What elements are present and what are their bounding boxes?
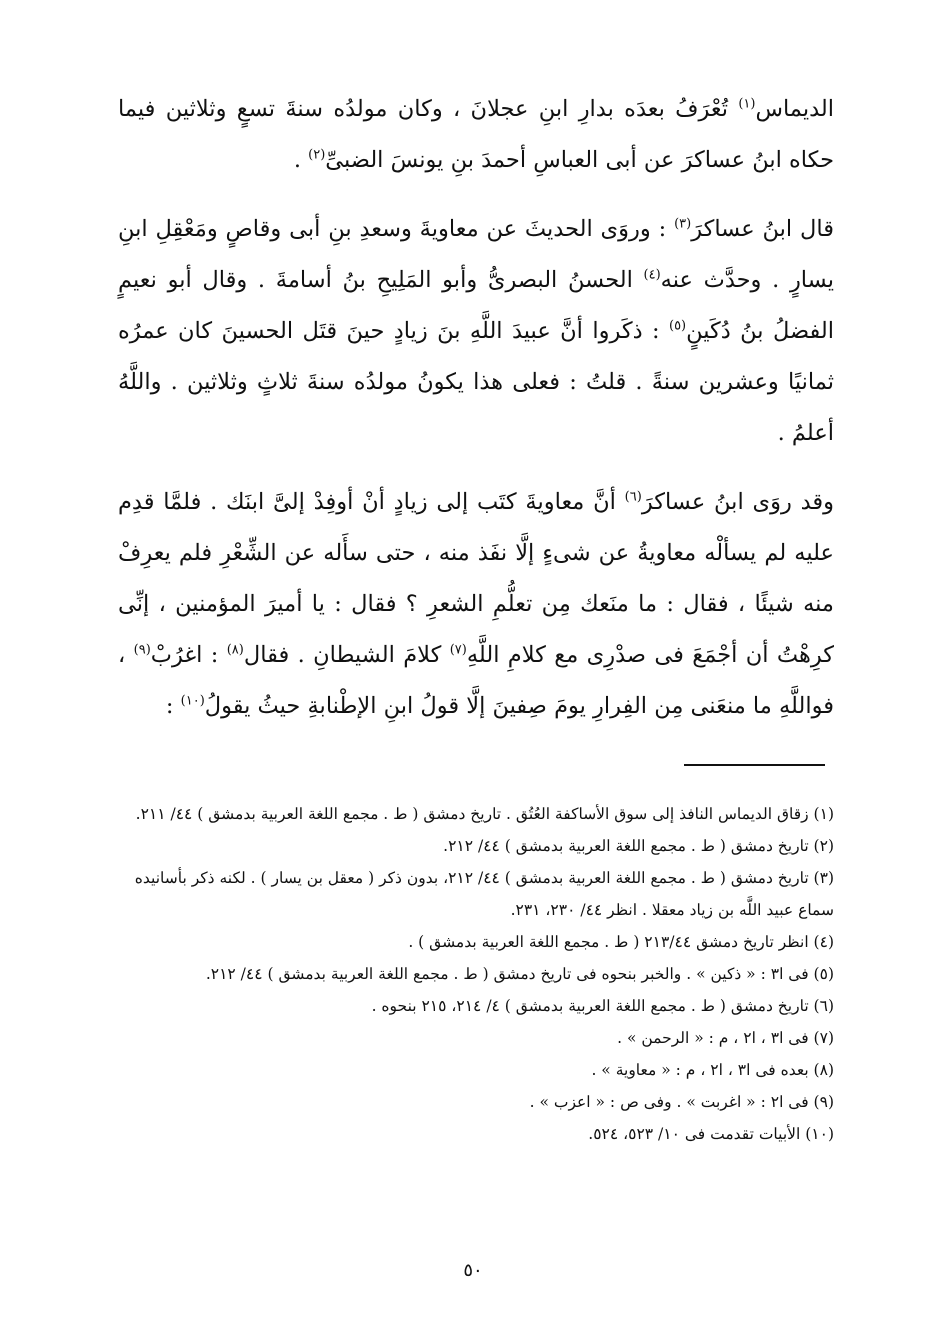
main-text xyxy=(118,84,834,732)
footnote-reference: (٦) xyxy=(624,489,642,505)
footnote-reference: (١٠) xyxy=(180,693,205,709)
text-run: : وروَى الحديثَ عن معاويةَ وسعدِ بنِ أبى وقاصٍ ومَعْقِلِ ابنِ يسارٍ . وحدَّث عنه xyxy=(118,216,834,293)
footnote: (٣) تاريخ دمشق ( ط . مجمع اللغة العربية بدمشق ) ٤٤/ ٢١٢، بدون ذكر ( معقل بن يسار ) . لكنه ذكر بأسانيده سماع عبيد اللَّه بن زياد معقلا . انظر ٤٤/ ٢٣٠، ٢٣١. xyxy=(134,869,834,919)
footnote-reference: (٩) xyxy=(133,642,151,658)
footnote-reference: (١) xyxy=(738,96,756,112)
text-run: كلامَ الشيطانِ . فقال xyxy=(243,642,450,668)
footnotes xyxy=(118,798,834,1150)
footnote: (٩) فى ا٢ : « اغربت » . وفى ص : « اعزب » . xyxy=(529,1093,834,1111)
footnote: (٧) فى ا٣ ، ا٢ ، م : « الرحمن » . xyxy=(617,1029,834,1047)
text-run: قال ابنُ عساكرَ xyxy=(691,216,834,242)
footnote: (١٠) الأبيات تقدمت فى ١٠/ ٥٢٣، ٥٢٤. xyxy=(588,1125,834,1143)
footnote: (١) زقاق الديماس النافذ إلى سوق الأساكفة العُتُق . تاريخ دمشق ( ط . مجمع اللغة العربية بدمشق ) ٤٤/ ٢١١. xyxy=(135,805,834,823)
text-run: وقد روَى ابنُ عساكرَ xyxy=(641,489,834,515)
footnote-reference: (٧) xyxy=(449,642,467,658)
footnote-reference: (٥) xyxy=(668,318,687,334)
paragraph xyxy=(118,204,834,459)
paragraph xyxy=(118,477,834,732)
text-run: : ذكَروا أنَّ عبيدَ اللَّهِ بنَ زيادٍ حينَ قتَل الحسينَ كان عمرُه ثمانيًا وعشرين سنةً . قلتُ : فعلى هذا يكونُ مولدُه سنةَ ثلاثٍ وثلاثين . واللَّهُ أعلمُ . xyxy=(118,318,834,446)
text-run: : اغرُبْ xyxy=(150,642,227,668)
text-run: أنَّ معاويةَ كتَب إلى زيادٍ أنْ أوفِدْ إلىَّ ابنَك . فلمَّا قدِم عليه لم يسألْه معاويةُ عن شىءٍ إلَّا نفَذ منه ، حتى سأَله عن الشِّعْرِ فلم يعرِفْ منه شيئًا ، فقال : ما منَعك مِن تعلُّمِ الشعرِ ؟ فقال : يا أميرَ المؤمنين ، إنِّى كرِهْتُ أن أجْمَعَ فى صدْرِى مع كلامِ اللَّهِ xyxy=(118,489,835,668)
text-run: ، فواللَّهِ ما منعَنى مِن الفِرارِ يومَ صِفينَ إلَّا قولُ ابنِ الإطْنابةِ حيثُ يقولُ xyxy=(118,642,834,719)
footnote-reference: (٢) xyxy=(308,147,326,163)
footnote-reference: (٣) xyxy=(674,216,692,232)
footnote-separator xyxy=(684,764,825,766)
text-run: الحسنُ البصرىُّ وأبو المَلِيحِ بنُ أسامةَ . وقال أبو نعيمٍ الفضلُ بنُ دُكَينٍ xyxy=(118,267,834,344)
footnote: (٢) تاريخ دمشق ( ط . مجمع اللغة العربية بدمشق ) ٤٤/ ٢١٢. xyxy=(443,837,834,855)
footnote: (٨) بعده فى ا٣ ، ا٢ ، م : « معاوية » . xyxy=(591,1061,834,1079)
text-run: : xyxy=(165,693,181,719)
footnote: (٦) تاريخ دمشق ( ط . مجمع اللغة العربية بدمشق ) ٤/ ٢١٤، ٢١٥ بنحوه . xyxy=(371,997,834,1015)
page-number: ٥٠ xyxy=(463,1260,483,1281)
footnote-reference: (٨) xyxy=(226,642,244,658)
paragraph xyxy=(118,84,834,186)
footnote-reference: (٤) xyxy=(643,267,661,283)
text-run: الديماس xyxy=(755,96,834,122)
footnote: (٤) انظر تاريخ دمشق ٢١٣/٤٤ ( ط . مجمع اللغة العربية بدمشق ) . xyxy=(408,933,834,951)
text-run: تُعْرَفُ بعدَه بدارِ ابنِ عجلانَ ، وكان مولدُه سنةَ تسعٍ وثلاثين فيما حكاه ابنُ عساكرَ عن أبى العباسِ أحمدَ بنِ يونسَ الضبىِّ xyxy=(118,96,834,173)
footnote: (٥) فى ا٣ : « ذكين » . والخبر بنحوه فى تاريخ دمشق ( ط . مجمع اللغة العربية بدمشق ) ٤٤/ ٢١٢. xyxy=(205,965,834,983)
text-run: . xyxy=(293,147,309,173)
